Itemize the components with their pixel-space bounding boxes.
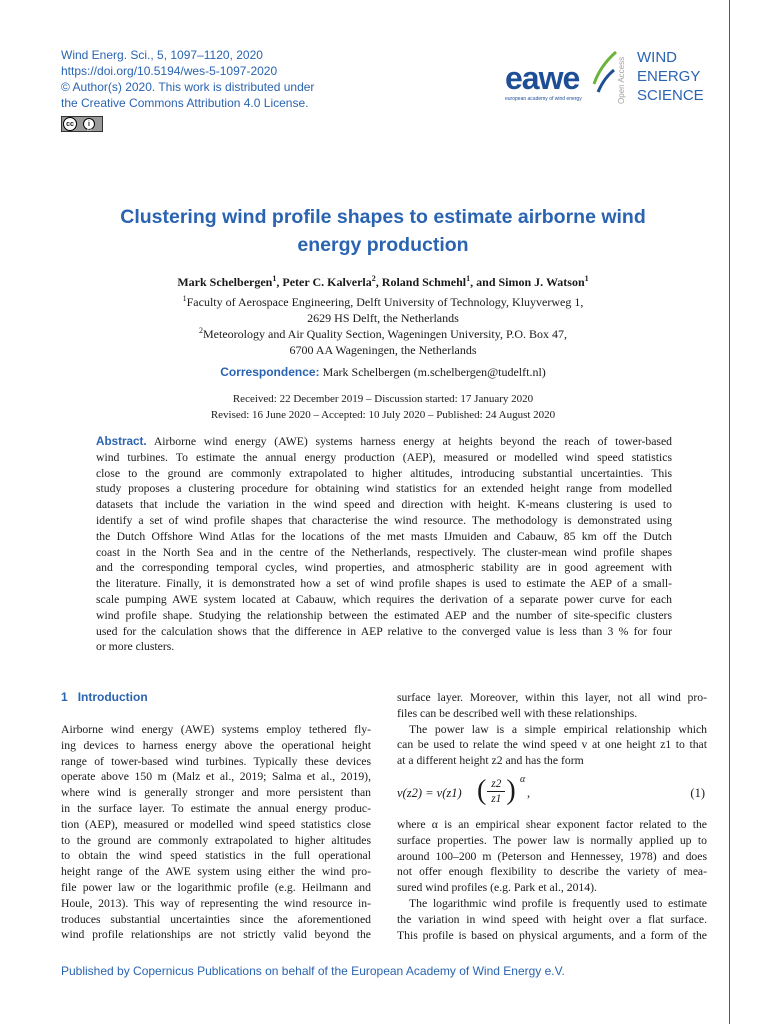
author-name: Simon J. Watson: [498, 275, 585, 289]
text-line: not offer enough flexibility to describe the variety of mea-: [397, 865, 707, 879]
text-line: where α is an empirical shear exponent factor related to the: [397, 818, 707, 831]
correspondence: [60, 365, 706, 380]
text-line: ing devices to harness energy above the operational height: [61, 738, 371, 752]
affiliation-1: $^1$Faculty of Aerospace Engineering, Delft University of Technology, Kluyverweg 1, 2629 HS Delft, the Netherlands: [182, 294, 584, 325]
text-line: The logarithmic wind profile is frequently used to estimate: [409, 896, 707, 910]
text-line: to the ground are commonly extrapolated to higher altitudes: [61, 833, 371, 847]
paper-title: Clustering wind profile shapes to estimate airborne wind energy production: [120, 206, 646, 256]
equation-number: (1): [690, 786, 705, 800]
journal-name[interactable]: WIND ENERGY SCIENCE: [637, 49, 704, 104]
text-line: operate above 150 m (Malz et al., 2019; Salma et al., 2019),: [61, 770, 371, 784]
text-line: can be used to relate the wind speed v at one height z1 to that: [397, 738, 707, 752]
text-line: surface properties. The power law is normally applied up to: [397, 833, 707, 847]
author-name: Mark Schelbergen: [177, 275, 273, 289]
text-line: wind profile relationships are not strictly valid beyond the: [61, 928, 371, 942]
text-line: surface layer. Moreover, within this layer, not all wind pro-: [397, 691, 707, 704]
citation-line[interactable]: Wind Energ. Sci., 5, 1097–1120, 2020: [61, 48, 263, 62]
cc-icon: cc: [63, 117, 77, 131]
equation-denominator: z1: [491, 792, 502, 805]
text-line: Houle, 2013). This way of representing the wind resource in-: [61, 896, 371, 910]
left-column: [61, 722, 371, 943]
equation-1: v(z2) = v(z1) ( z2 z1 ) α , (1): [397, 774, 705, 806]
text-line: at a different height z2 and has the form: [397, 754, 584, 768]
eawe-logo-subtext: european academy of wind energy: [505, 96, 582, 102]
text-line: troduces substantial uncertainties since the aforementioned: [61, 912, 371, 926]
cc-by-badge[interactable]: [61, 116, 103, 132]
citation-line: © Author(s) 2020. This work is distributed under: [61, 80, 315, 94]
text-line: to obtain the wind speed statistics in the full operational: [61, 849, 371, 863]
text-line: file power law or the logarithmic profile (e.g. Heilmann and: [61, 880, 371, 894]
license-link[interactable]: the Creative Commons Attribution 4.0 License.: [61, 96, 309, 110]
author-name: Peter C. Kalverla: [282, 275, 372, 289]
abstract-label: Abstract.: [96, 435, 147, 448]
right-column-top: [397, 690, 707, 769]
author-list: Mark Schelbergen$^1$, Peter C. Kalverla$^2$, Roland Schmehl$^1$, and Simon J. Watson$^1$: [177, 274, 589, 289]
text-line: This profile is based on physical arguments, and a form of the: [397, 928, 707, 942]
right-column-bottom: [397, 817, 707, 943]
text-line: height range of the AWE system using either the wind pro-: [61, 865, 371, 879]
text-line: Airborne wind energy (AWE) systems employ tethered fly-: [61, 723, 371, 736]
publisher-footer[interactable]: Published by Copernicus Publications on behalf of the European Academy of Wind Energy e.V.: [61, 964, 565, 978]
text-line: sured wind profiles (e.g. Park et al., 2014).: [397, 881, 597, 895]
doi-link[interactable]: https://doi.org/10.5194/wes-5-1097-2020: [61, 64, 278, 78]
text-line: files can be described well with these relationships.: [397, 706, 638, 720]
open-access-label: Open Access: [617, 56, 626, 104]
equation-fraction: ( z2 z1 ): [477, 775, 516, 806]
author-name: Roland Schmehl: [381, 275, 467, 289]
eawe-logo[interactable]: eawe: [505, 60, 580, 96]
text-line: in the surface layer. To estimate the annual energy produc-: [61, 801, 371, 815]
margin-rule: [729, 0, 730, 1024]
text-line: range of tower-based wind turbines. Typically these devices: [61, 754, 371, 768]
citation-block: [61, 47, 314, 111]
by-icon: i: [83, 118, 95, 130]
affiliation-2: $^2$Meteorology and Air Quality Section, Wageningen University, P.O. Box 47, 6700 AA Wageningen, the Netherlands: [199, 326, 567, 357]
equation-numerator: z2: [491, 777, 502, 790]
text-line: tion (AEP), measured or modelled wind speed statistics close: [61, 817, 371, 831]
by-label: BY: [87, 127, 93, 132]
correspondence-label: Correspondence:: [220, 365, 320, 379]
article-dates: Received: 22 December 2019 – Discussion started: 17 January 2020 Revised: 16 June 2020 – Accepted: 10 July 2020 – Published: 24 August 2020: [210, 393, 556, 421]
text-line: around 100–200 m (Peterson and Hennessey, 1978) and does: [397, 849, 707, 863]
section-number: 1: [61, 690, 68, 704]
text-line: where wind is generally stronger and more persistent than: [61, 786, 371, 800]
abstract: Abstract. Airborne wind energy (AWE) systems harness energy at heights beyond the reach of tower-based wind turbines. To estimate the annual energy production (AEP), measured or modelled wind speed statistics close to the ground are commonly extrapolated to higher altitudes, introducing substantial uncertainties. This study proposes a clustering procedure for obtaining wind statistics for an extended height range from modelled datasets that include the variation in the wind speed and direction with height. K-means clustering is used to identify a set of wind profile shapes that characterise the wind resource. The methodology is demonstrated using the Dutch Offshore Wind Atlas for the locations of the met masts IJmuiden and Cabauw, 85 km off the Dutch coast in the North Sea and in the centre of the Netherlands, respectively. The cluster-mean wind profile shapes and the corresponding temporal cycles, wind properties, and atmospheric stability are in good agreement with the literature. Finally, it is demonstrated how a set of wind profile shapes is used to estimate the AEP of a small- scale pumping AWE system located at Cabauw, which requires the derivation of a separate power curve for each wind profile shape. Studying the relationship between the estimated AEP and the number of site-specific clusters used for the calculation shows that the difference in AEP relative to the converged value is less than 3 % for four or more clusters.: [96, 435, 672, 654]
section-heading[interactable]: [61, 690, 148, 704]
equation-exponent: α: [520, 774, 526, 785]
text-line: The power law is a simple empirical relationship which: [409, 722, 707, 736]
text-line: the variation in wind speed with height over a flat surface.: [397, 912, 707, 926]
section-title: Introduction: [77, 690, 148, 704]
wind-arc-icon: [590, 48, 618, 100]
equation-lhs: v(z2) = v(z1): [397, 786, 462, 800]
correspondence-email[interactable]: Mark Schelbergen (m.schelbergen@tudelft.nl): [322, 365, 546, 379]
